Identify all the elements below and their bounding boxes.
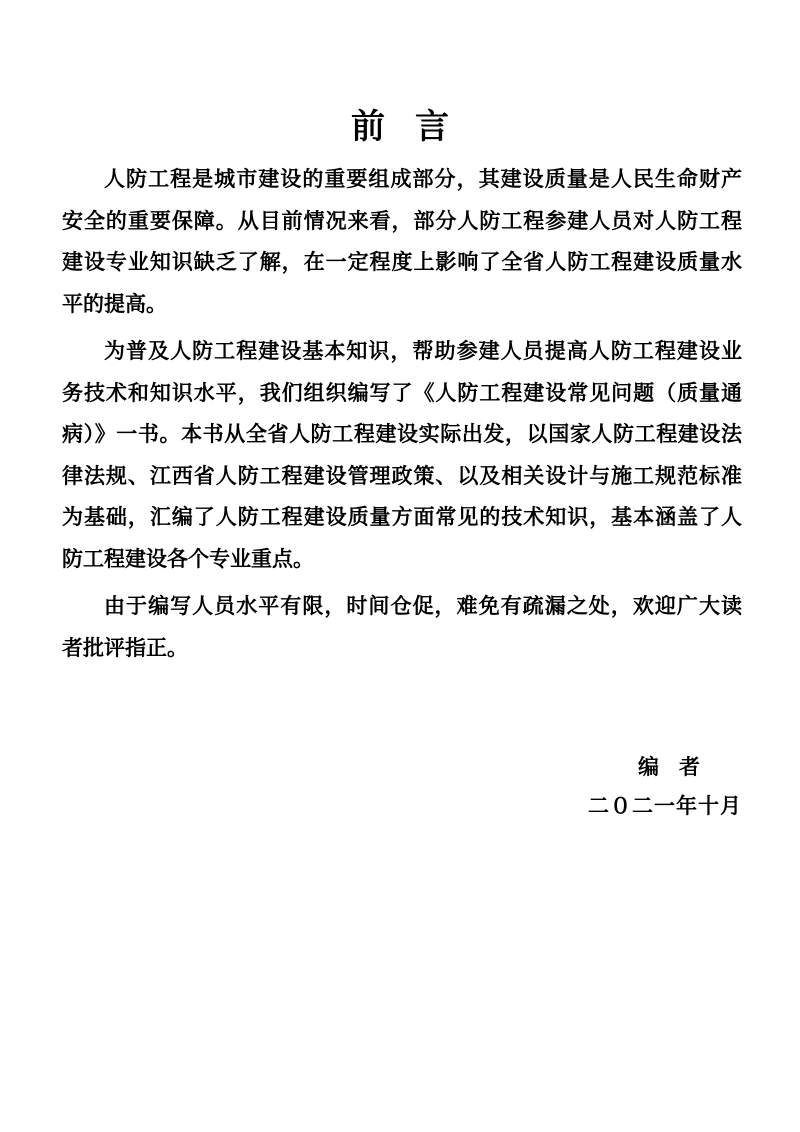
text-line: 平的提高。 xyxy=(62,291,167,316)
text-line: 防工程建设各个专业重点。 xyxy=(62,546,314,571)
text-line: 者批评指正。 xyxy=(62,635,188,660)
text-line: 律法规、江西省人防工程建设管理政策、以及相关设计与施工规范标准 xyxy=(62,463,742,488)
text-line: 为基础，汇编了人防工程建设质量方面常见的技术知识，基本涵盖了人 xyxy=(62,505,742,529)
paragraph-1 xyxy=(62,159,742,325)
text-line: 由于编写人员水平有限，时间仓促，难免有疏漏之处，欢迎广大读 xyxy=(104,594,742,618)
text-line: 建设专业知识缺乏了解，在一定程度上影响了全省人防工程建设质量水 xyxy=(62,250,742,274)
text-line: 人防工程是城市建设的重要组成部分，其建设质量是人民生命财产 xyxy=(104,167,742,191)
signature-date: 二０二一年十月 xyxy=(588,794,742,818)
preface-body xyxy=(62,159,742,669)
paragraph-3 xyxy=(62,586,742,669)
text-line: 病）》一书。本书从全省人防工程建设实际出发，以国家人防工程建设法 xyxy=(62,422,742,446)
text-line: 为普及人防工程建设基本知识，帮助参建人员提高人防工程建设业 xyxy=(104,339,742,363)
signature-editor: 编者 xyxy=(638,755,720,779)
text-line: 务技术和知识水平，我们组织编写了《人防工程建设常见问题（质量通 xyxy=(62,380,742,405)
paragraph-2 xyxy=(62,331,742,580)
page-title: 前言 xyxy=(351,107,479,147)
text-line: 安全的重要保障。从目前情况来看，部分人防工程参建人员对人防工程 xyxy=(62,208,742,233)
